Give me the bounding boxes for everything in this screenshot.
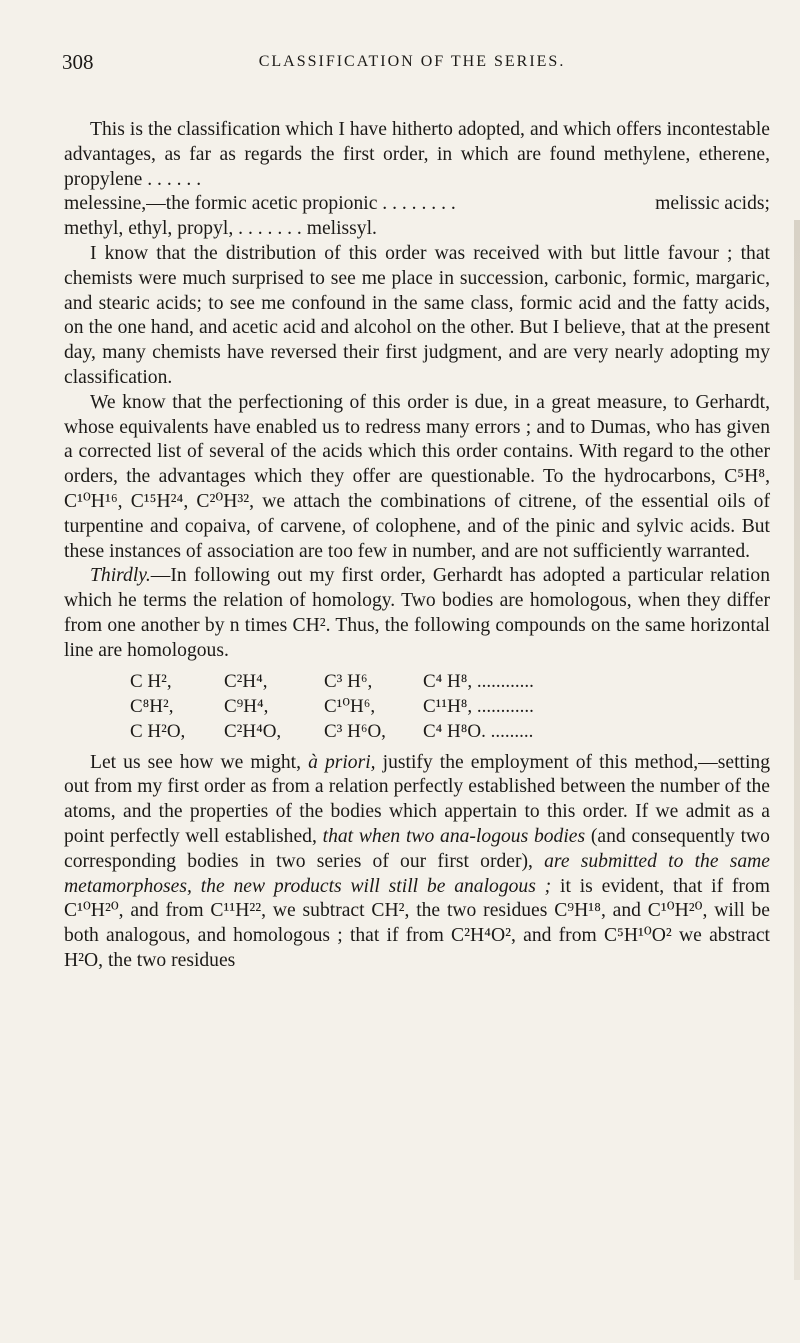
formula-cell: C⁴ H⁸O. ......... xyxy=(423,720,534,742)
paragraph-gerhardt: We know that the perfectioning of this order is due, in a great measure, to Gerhardt, whose equivalents have enabled us to redress many errors ; and to Dumas, who has given a corrected list of several of the acids which this order contains. With regard to the other orders, the advantages which they offer are questionable. To the hydrocarbons, C⁵H⁸, C¹⁰H¹⁶, C¹⁵H²⁴, C²⁰H³², we attach the combinations of citrene, of the essential oils of turpentine and copaiva, of carvene, of colophene, and of the pinic and sylvic acids. But these instances of association are too few in number, and are not sufficiently warranted. xyxy=(64,391,770,562)
acid-list-right: melissic acids; xyxy=(655,193,770,215)
a-priori-text-1: Let us see how we might, xyxy=(90,751,309,773)
formula-cell: C H², xyxy=(130,670,172,692)
formula-cell: C³ H⁶, xyxy=(324,670,373,692)
running-title: CLASSIFICATION OF THE SERIES. xyxy=(258,53,566,70)
formula-cell: C⁴ H⁸, ............ xyxy=(423,670,534,692)
page-number: 308 xyxy=(62,50,94,74)
formula-cell: C⁸H², xyxy=(130,695,174,717)
body-text xyxy=(64,118,770,974)
metamorphoses-italic: are submitted to the same metamorphoses, the new products will still be analogous ; xyxy=(64,850,770,897)
formula-cell: C³ H⁶O, xyxy=(324,720,386,742)
formula-cell: C¹⁰H⁶, xyxy=(324,695,376,717)
acid-list-line xyxy=(64,192,770,217)
formula-cell: C²H⁴O, xyxy=(224,720,282,742)
formula-cell: C H²O, xyxy=(130,720,186,742)
table-row xyxy=(130,695,573,720)
a-priori-text-2: justify the employment of this method,—setting out from my first order as from a relation perfectly established between the number of the atoms, and the properties of the bodies which appertain to this order. If we admit as a point perfectly well established, xyxy=(64,751,771,847)
homologous-formula-table xyxy=(130,670,573,745)
radical-list-line: methyl, ethyl, propyl, . . . . . . . melissyl. xyxy=(64,218,377,240)
page-header xyxy=(62,50,762,80)
thirdly-italic: Thirdly. xyxy=(90,565,151,587)
table-row xyxy=(130,670,573,695)
paragraph-reception: I know that the distribution of this order was received with but little favour ; that chemists were much surprised to see me place in succession, carbonic, formic, margaric, and stearic acids; to see me confound in the same class, formic acid and the fatty acids, on the one hand, and acetic acid and alcohol on the other. But I believe, that at the present day, many chemists have reversed their first judgment, and are very nearly adopting my classification. xyxy=(64,242,770,388)
formula-cell: C¹¹H⁸, ............ xyxy=(423,695,534,717)
classification-lead: This is the classification which I have hitherto adopted, and which offers incontestable advantages, as far as regards the first order, in which are found methylene, etherene, propylene . . . . . . xyxy=(64,119,770,190)
a-priori-text-4: it is evident, that if from C¹⁰H²⁰, and from C¹¹H²², we subtract CH², the two residues C⁹H¹⁸, and C¹⁰H²⁰, will be both analogous, and homologous ; that if from C²H⁴O², and from C⁵H¹⁰O² we abstract H²O, the two residues xyxy=(64,875,770,971)
table-row xyxy=(130,720,573,745)
formula-cell: C²H⁴, xyxy=(224,670,268,692)
paragraph-a-priori xyxy=(64,751,770,974)
thirdly-text: —In following out my first order, Gerhardt has adopted a particular relation which he terms the relation of homology. Two bodies are homologous, when they differ from one another by n times CH². Thus, the following compounds on the same horizontal line are homologous. xyxy=(64,565,770,661)
formula-cell: C⁹H⁴, xyxy=(224,695,269,717)
paragraph-classification xyxy=(64,118,770,192)
paragraph-thirdly xyxy=(64,564,770,663)
analogous-bodies-italic: that when two ana-logous bodies xyxy=(322,825,586,847)
a-priori-italic: à priori, xyxy=(308,751,376,773)
acid-list-left: melessine,—the formic acetic propionic . . . . . . . . xyxy=(64,193,456,215)
a-priori-text-3: (and consequently two corresponding bodies in two series of our first order), xyxy=(64,825,770,872)
page-edge-shadow xyxy=(794,220,800,1280)
